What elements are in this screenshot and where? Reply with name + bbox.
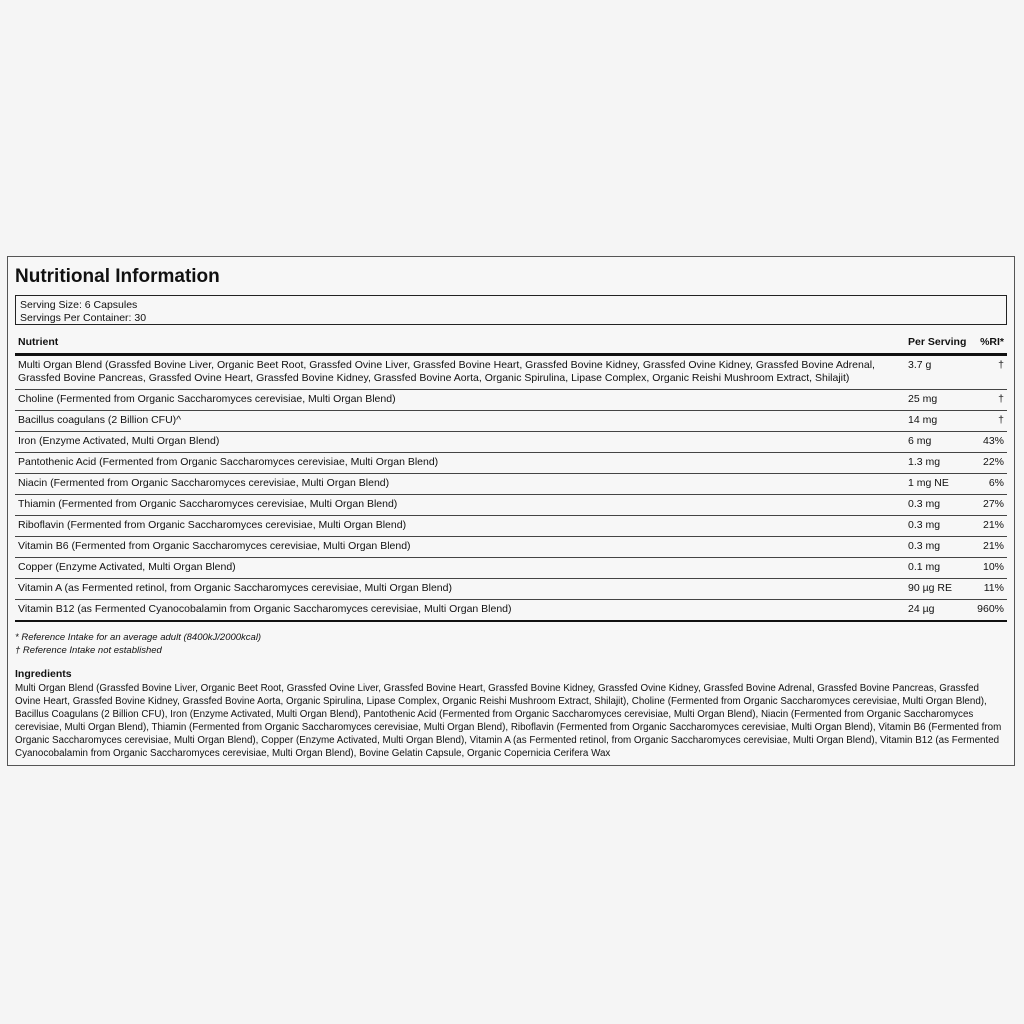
- nutrient-per-serving: 0.3 mg: [904, 495, 971, 516]
- table-row: [15, 516, 1007, 537]
- table-header-row: [15, 332, 1007, 355]
- nutrient-ri: 960%: [971, 600, 1007, 622]
- nutrient-ri: 21%: [971, 537, 1007, 558]
- nutrient-ri: †: [971, 390, 1007, 411]
- table-row: [15, 474, 1007, 495]
- nutrient-per-serving: 1 mg NE: [904, 474, 971, 495]
- serving-info-box: [15, 295, 1007, 325]
- nutrient-name: Bacillus coagulans (2 Billion CFU)^: [15, 411, 904, 432]
- nutrient-per-serving: 0.1 mg: [904, 558, 971, 579]
- nutrient-name: Vitamin A (as Fermented retinol, from Organic Saccharomyces cerevisiae, Multi Organ Blend): [15, 579, 904, 600]
- panel-title: Nutritional Information: [15, 266, 220, 287]
- nutrient-per-serving: 0.3 mg: [904, 537, 971, 558]
- ingredients-heading: Ingredients: [15, 668, 72, 680]
- ingredients-text: Multi Organ Blend (Grassfed Bovine Liver, Organic Beet Root, Grassfed Ovine Liver, Grassfed Bovine Heart, Grassfed Bovine Kidney, Grassfed Ovine Kidney, Grassfed Bovine Adrenal, Grassfed Bovine Pancreas, Grassfed Ovine Heart, Grassfed Bovine Kidney, Grassfed Bovine Aorta, Organic Spirulina, Lipase Complex, Organic Reishi Mushroom Extract, Shilajit), Choline (Fermented from Organic Saccharomyces cerevisiae, Multi Organ Blend), Bacillus Coagulans (2 Billion CFU), Iron (Enzyme Activated, Multi Organ Blend), Pantothenic Acid (Fermented from Organic Saccharomyces cerevisiae, Multi Organ Blend), Niacin (Fermented from Organic Saccharomyces cerevisiae, Multi Organ Blend), Thiamin (Fermented from Organic Saccharomyces cerevisiae, Multi Organ Blend), Riboflavin (Fermented from Organic Saccharomyces cerevisiae, Multi Organ Blend), Vitamin B6 (Fermented from Organic Saccharomyces cerevisiae, Multi Organ Blend), Copper (Enzyme Activated, Multi Organ Blend), Vitamin A (as Fermented retinol, from Organic Saccharomyces cerevisiae, Multi Organ Blend), Vitamin B12 (as Fermented Cyanocobalamin from Organic Saccharomyces cerevisiae, Multi Organ Blend), Bovine Gelatin Capsule, Organic Copernicia Cerifera Wax: [15, 683, 1002, 759]
- table-row: [15, 432, 1007, 453]
- nutrient-ri: 27%: [971, 495, 1007, 516]
- servings-per-container: Servings Per Container: 30: [20, 312, 147, 324]
- table-row: [15, 355, 1007, 390]
- table-row: [15, 600, 1007, 622]
- nutrient-name: Vitamin B6 (Fermented from Organic Saccharomyces cerevisiae, Multi Organ Blend): [15, 537, 904, 558]
- nutrient-ri: 11%: [971, 579, 1007, 600]
- table-row: [15, 537, 1007, 558]
- table-row: [15, 390, 1007, 411]
- nutrient-ri: †: [971, 355, 1007, 390]
- table-row: [15, 579, 1007, 600]
- nutrient-ri: †: [971, 411, 1007, 432]
- footnotes: [15, 631, 1007, 657]
- header-nutrient: Nutrient: [15, 332, 904, 355]
- nutrient-per-serving: 14 mg: [904, 411, 971, 432]
- nutrient-ri: 43%: [971, 432, 1007, 453]
- nutrient-name: Copper (Enzyme Activated, Multi Organ Blend): [15, 558, 904, 579]
- nutrient-name: Vitamin B12 (as Fermented Cyanocobalamin from Organic Saccharomyces cerevisiae, Multi Organ Blend): [15, 600, 904, 622]
- nutrient-per-serving: 6 mg: [904, 432, 971, 453]
- header-ri: %RI*: [971, 332, 1007, 355]
- nutrient-per-serving: 3.7 g: [904, 355, 971, 390]
- serving-size: Serving Size: 6 Capsules: [20, 299, 138, 311]
- header-per-serving: Per Serving: [904, 332, 971, 355]
- nutrient-per-serving: 24 µg: [904, 600, 971, 622]
- nutrient-table: [15, 332, 1007, 622]
- nutrition-panel: [7, 256, 1015, 766]
- nutrient-per-serving: 0.3 mg: [904, 516, 971, 537]
- nutrient-name: Pantothenic Acid (Fermented from Organic Saccharomyces cerevisiae, Multi Organ Blend): [15, 453, 904, 474]
- nutrient-name: Iron (Enzyme Activated, Multi Organ Blend): [15, 432, 904, 453]
- nutrient-name: Multi Organ Blend (Grassfed Bovine Liver, Organic Beet Root, Grassfed Ovine Liver, Grassfed Bovine Heart, Grassfed Bovine Kidney, Grassfed Ovine Kidney, Grassfed Bovine Adrenal, Grassfed Bovine Pancreas, Grassfed Ovine Heart, Grassfed Bovine Kidney, Grassfed Bovine Aorta, Organic Spirulina, Lipase Complex, Organic Reishi Mushroom Extract, Shilajit): [15, 355, 904, 390]
- nutrient-ri: 21%: [971, 516, 1007, 537]
- nutrient-ri: 10%: [971, 558, 1007, 579]
- nutrient-name: Thiamin (Fermented from Organic Saccharomyces cerevisiae, Multi Organ Blend): [15, 495, 904, 516]
- nutrient-per-serving: 1.3 mg: [904, 453, 971, 474]
- nutrient-name: Niacin (Fermented from Organic Saccharomyces cerevisiae, Multi Organ Blend): [15, 474, 904, 495]
- dagger-footnote: † Reference Intake not established: [15, 645, 162, 656]
- table-row: [15, 495, 1007, 516]
- nutrient-per-serving: 90 µg RE: [904, 579, 971, 600]
- table-row: [15, 453, 1007, 474]
- nutrient-per-serving: 25 mg: [904, 390, 971, 411]
- nutrient-name: Choline (Fermented from Organic Saccharomyces cerevisiae, Multi Organ Blend): [15, 390, 904, 411]
- ri-footnote: * Reference Intake for an average adult (8400kJ/2000kcal): [15, 632, 262, 643]
- nutrient-ri: 22%: [971, 453, 1007, 474]
- table-row: [15, 411, 1007, 432]
- nutrient-ri: 6%: [971, 474, 1007, 495]
- nutrient-name: Riboflavin (Fermented from Organic Saccharomyces cerevisiae, Multi Organ Blend): [15, 516, 904, 537]
- table-row: [15, 558, 1007, 579]
